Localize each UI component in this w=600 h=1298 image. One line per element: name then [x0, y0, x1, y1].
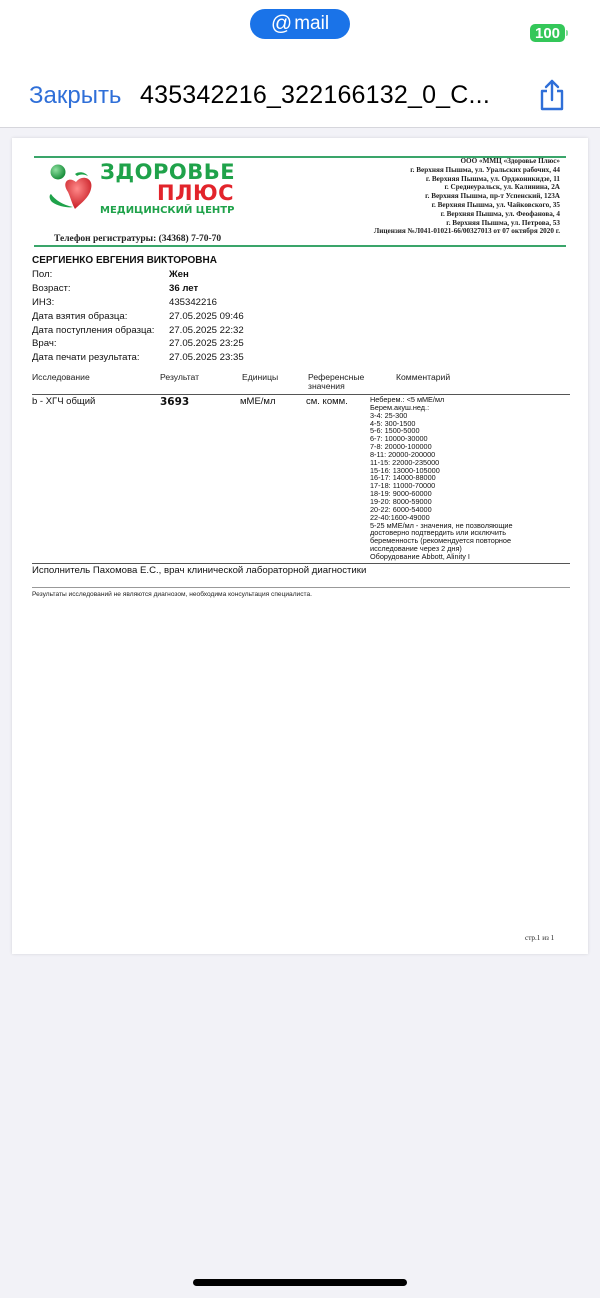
- share-icon: [536, 78, 568, 112]
- address-line: г. Среднеуральск, ул. Калинина, 2А: [444, 183, 560, 192]
- comment-line: 5-6: 1500-5000: [370, 426, 420, 436]
- cell-units: мМЕ/мл: [240, 396, 276, 407]
- header-reference-line1: Референсные: [308, 372, 365, 382]
- clinic-addresses: [374, 157, 560, 236]
- address-line: ООО «ММЦ «Здоровье Плюс»: [460, 157, 560, 165]
- field-value: 27.05.2025 23:35: [169, 352, 244, 364]
- comment-line: 7-8: 20000-100000: [370, 442, 432, 452]
- comment-line: 8-11: 20000-200000: [370, 449, 436, 459]
- field-value: 36 лет: [169, 283, 199, 295]
- registry-phone: Телефон регистратуры: (34368) 7-70-70: [54, 234, 222, 244]
- field-value: 27.05.2025 09:46: [169, 310, 244, 322]
- table-bottom-rule: [32, 563, 570, 564]
- footer-rule: [32, 587, 570, 588]
- patient-field-inz: [32, 296, 244, 310]
- comment-line: беременность (рекомендуется повторное: [370, 536, 512, 546]
- field-label: Дата поступления образца:: [32, 324, 155, 336]
- battery-indicator: [530, 24, 565, 42]
- clinic-subtitle: МЕДИЦИНСКИЙ ЦЕНТР: [100, 205, 235, 216]
- comment-line: 16-17: 14000-88000: [370, 473, 436, 483]
- field-label: Врач:: [32, 338, 57, 350]
- header-comment: Комментарий: [396, 372, 451, 382]
- document-title: 435342216_322166132_0_С...: [140, 81, 490, 109]
- cell-test: b - ХГЧ общий: [32, 396, 96, 407]
- patient-info: [32, 255, 244, 365]
- comment-line: достоверно подтвердить или исключить: [370, 528, 507, 538]
- address-line: г. Верхняя Пышма, ул. Петрова, 53: [446, 218, 560, 227]
- header-units: Единицы: [242, 372, 279, 382]
- field-value: 27.05.2025 22:32: [169, 324, 244, 336]
- share-button[interactable]: [536, 78, 568, 112]
- disclaimer: Результаты исследований не являются диагнозом, необходима консультация специалиста.: [32, 591, 312, 598]
- mail-app-pill[interactable]: [250, 9, 350, 39]
- field-value: 435342216: [169, 296, 218, 308]
- document-page: [12, 138, 588, 954]
- patient-field-age: [32, 282, 244, 296]
- field-label: Дата взятия образца:: [32, 310, 128, 322]
- address-line: г. Верхняя Пышма, ул. Орджоникидзе, 11: [425, 174, 560, 183]
- address-line: г. Верхняя Пышма, пр-т Успенский, 123А: [425, 192, 560, 201]
- cell-reference: см. комм.: [306, 396, 348, 407]
- comment-line: 17-18: 11000-70000: [370, 481, 436, 491]
- field-label: Возраст:: [32, 283, 71, 295]
- comment-line: 3-4: 25-300: [370, 410, 408, 420]
- results-table-header: [32, 371, 570, 395]
- patient-field-sex: [32, 268, 244, 282]
- field-value: Жен: [169, 269, 189, 281]
- comment-line: Оборудование Abbott, Alinity I: [370, 551, 470, 561]
- patient-field-doctor: [32, 337, 244, 351]
- header-bottom-rule: [34, 245, 566, 247]
- cell-result: 3693: [160, 396, 190, 408]
- close-button[interactable]: Закрыть: [29, 82, 122, 109]
- comment-line: 5-25 мМЕ/мл - значения, не позволяющие: [370, 520, 513, 530]
- clinic-logo-icon: [47, 162, 99, 214]
- field-label: Дата печати результата:: [32, 352, 140, 364]
- address-line: г. Верхняя Пышма, ул. Феофанова, 4: [440, 209, 560, 218]
- field-value: 27.05.2025 23:25: [169, 338, 244, 350]
- comment-line: 20-22: 6000-54000: [370, 504, 432, 514]
- comment-line: 6-7: 10000-30000: [370, 434, 428, 444]
- page-number: стр.1 из 1: [525, 934, 555, 942]
- executor-line: Исполнитель Пахомова Е.С., врач клинической лабораторной диагностики: [32, 565, 367, 576]
- header-result: Результат: [160, 372, 200, 382]
- mail-pill-label: mail: [294, 13, 330, 34]
- comment-line: 15-16: 13000-105000: [370, 465, 440, 475]
- at-icon: @: [270, 12, 293, 35]
- header-reference: [308, 373, 364, 391]
- navigation-bar: [0, 60, 600, 128]
- header-test: Исследование: [32, 372, 90, 382]
- address-line: г. Верхняя Пышма, ул. Уральских рабочих, 44: [410, 165, 560, 174]
- comment-line: 18-19: 9000-60000: [370, 489, 432, 499]
- home-indicator[interactable]: [193, 1279, 407, 1286]
- address-line: г. Верхняя Пышма, ул. Чайковского, 35: [431, 200, 560, 209]
- battery-level: 100: [534, 24, 561, 42]
- comment-line: исследование через 2 дня): [370, 544, 462, 554]
- header-reference-line2: значения: [308, 381, 345, 391]
- patient-field-sample-taken: [32, 309, 244, 323]
- field-label: ИНЗ:: [32, 296, 55, 308]
- patient-name: СЕРГИЕНКО ЕВГЕНИЯ ВИКТОРОВНА: [32, 255, 217, 266]
- comment-line: Берем.акуш.нед.:: [370, 402, 430, 412]
- comment-line: 19-20: 8000-59000: [370, 496, 432, 506]
- clinic-name-line1: ЗДОРОВЬЕ: [100, 160, 236, 184]
- comment-line: 4-5: 300-1500: [370, 418, 416, 428]
- clinic-name-line2: ПЛЮС: [157, 181, 235, 205]
- comment-line: Неберем.: <5 мМЕ/мл: [370, 395, 445, 404]
- status-bar: [0, 0, 600, 60]
- comment-line: 11-15: 22000-235000: [370, 457, 440, 467]
- field-label: Пол:: [32, 269, 53, 281]
- cell-comment: [370, 396, 550, 561]
- patient-field-print-date: [32, 351, 244, 365]
- patient-field-sample-received: [32, 323, 244, 337]
- license-line: Лицензия №Л041-01021-66/00327013 от 07 октября 2020 г.: [373, 227, 560, 236]
- comment-line: 22-40:1600-49000: [370, 512, 430, 522]
